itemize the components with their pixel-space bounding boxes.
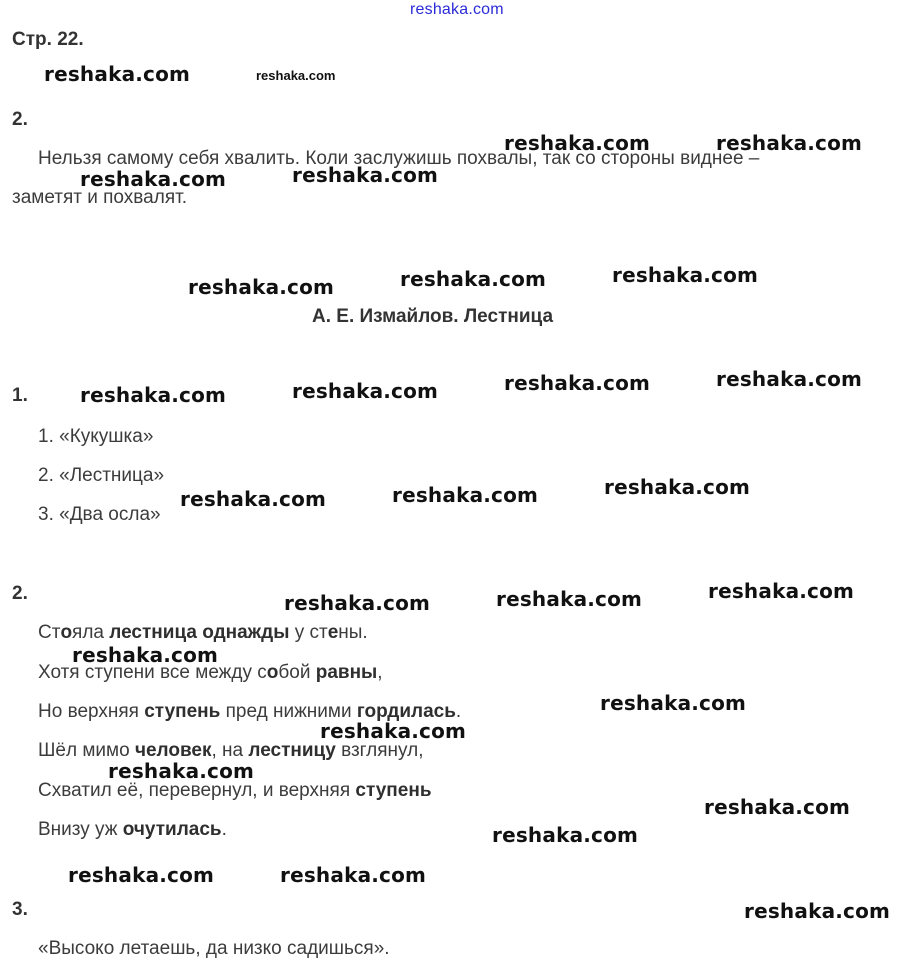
watermark: reshaka.com [716, 131, 863, 155]
watermark: reshaka.com [80, 167, 227, 191]
poem-line-5: Схватил её, перевернул, и верхняя ступень [38, 780, 432, 801]
watermark: reshaka.com [612, 263, 759, 287]
watermark: reshaka.com [108, 759, 255, 783]
watermark: reshaka.com [716, 367, 863, 391]
poem-line-2: Хотя ступени все между собой равны, [38, 662, 383, 683]
watermark: reshaka.com [68, 863, 215, 887]
task3-text: «Высоко летаешь, да низко садишься». [38, 938, 390, 959]
task1-item-3: 3. «Два осла» [38, 504, 161, 525]
watermark: reshaka.com [280, 863, 427, 887]
watermark: reshaka.com [72, 643, 219, 667]
section-number: 2. [12, 109, 28, 130]
watermark-small: reshaka.com [256, 68, 336, 83]
watermark: reshaka.com [708, 579, 855, 603]
watermark: reshaka.com [744, 899, 891, 923]
watermark: reshaka.com [320, 719, 467, 743]
poem-line-1: Стояла лестница однажды у стены. [38, 622, 368, 643]
watermark: reshaka.com [44, 62, 191, 86]
proverb-line-1: Нельзя самому себя хвалить. Коли заслужишь похвалы, так со стороны виднее – [38, 148, 760, 169]
watermark: reshaka.com [180, 487, 327, 511]
watermark: reshaka.com [504, 371, 651, 395]
watermark: reshaka.com [400, 267, 547, 291]
watermark: reshaka.com [284, 591, 431, 615]
poem-line-3: Но верхняя ступень пред нижними гордилась. [38, 701, 462, 722]
site-mark: reshaka.com [410, 1, 504, 18]
task1-number: 1. [12, 385, 28, 406]
watermark: reshaka.com [392, 483, 539, 507]
task1-item-1: 1. «Кукушка» [38, 426, 154, 447]
watermark: reshaka.com [600, 691, 747, 715]
task2-number: 2. [12, 583, 28, 604]
task3-number: 3. [12, 899, 28, 920]
task1-item-2: 2. «Лестница» [38, 465, 165, 486]
poem-line-4: Шёл мимо человек, на лестницу взглянул, [38, 740, 424, 761]
watermark: reshaka.com [80, 383, 227, 407]
watermark: reshaka.com [604, 475, 751, 499]
watermark: reshaka.com [292, 379, 439, 403]
page-label: Стр. 22. [12, 29, 84, 50]
watermark: reshaka.com [704, 795, 851, 819]
watermark: reshaka.com [492, 823, 639, 847]
watermark: reshaka.com [504, 131, 651, 155]
poem-line-6: Внизу уж очутилась. [38, 819, 227, 840]
watermark: reshaka.com [292, 163, 439, 187]
story-title: А. Е. Измайлов. Лестница [312, 306, 554, 327]
proverb-line-2: заметят и похвалят. [12, 187, 187, 208]
watermark: reshaka.com [496, 587, 643, 611]
watermark: reshaka.com [188, 275, 335, 299]
